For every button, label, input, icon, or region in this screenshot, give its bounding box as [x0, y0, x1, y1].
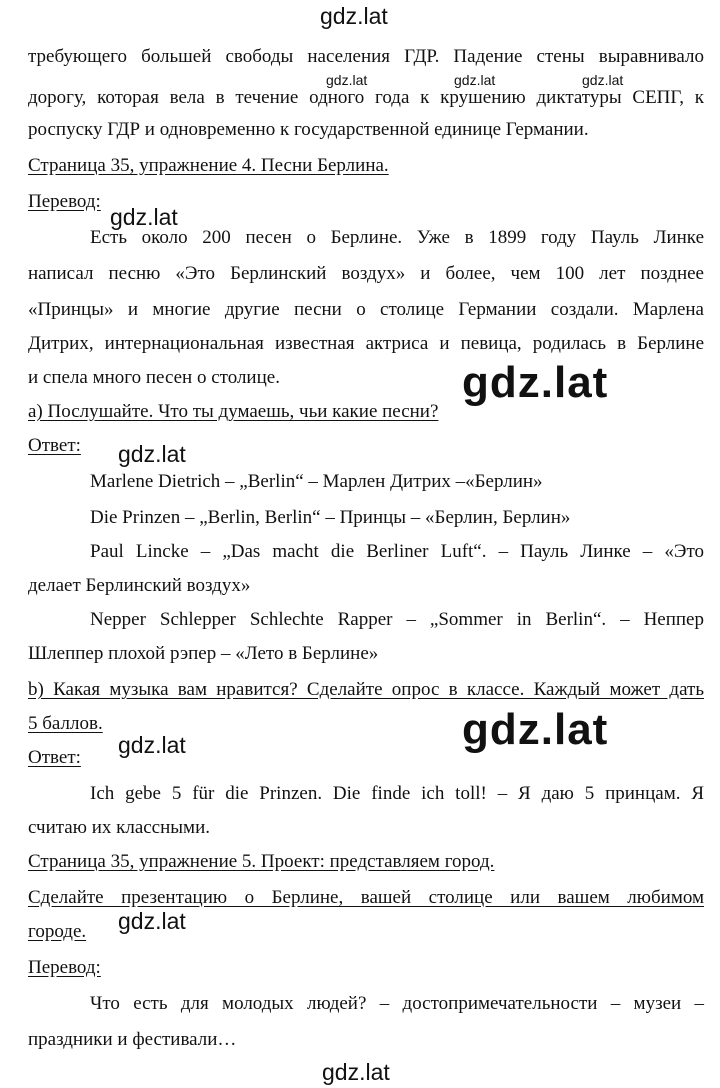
text-line: праздники и фестивали…	[28, 1029, 237, 1050]
text-line: требующего большей свободы населения ГДР. Падение стены выравнивало	[28, 46, 704, 67]
watermark-mid-2: gdz.lat	[118, 441, 186, 467]
text-line: Paul Lincke – „Das macht die Berliner Luft“. – Пауль Линке – «Это	[90, 541, 704, 562]
watermark-small-3: gdz.lat	[582, 72, 624, 88]
text-line: дорогу, которая вела в течение одного года к крушению диктатуры СЕПГ, к	[28, 87, 704, 108]
watermark-mid-4: gdz.lat	[118, 908, 186, 934]
question-b: b) Какая музыка вам нравится? Сделайте опрос в классе. Каждый может дать	[28, 679, 704, 700]
watermark-large-2: gdz.lat	[462, 705, 609, 754]
watermark-small-2: gdz.lat	[454, 72, 496, 88]
text-line: написал песню «Это Берлинский воздух» и более, чем 100 лет позднее	[28, 263, 704, 284]
text-line: роспуску ГДР и одновременно к государственной единице Германии.	[28, 119, 589, 140]
watermark-mid-1: gdz.lat	[110, 204, 178, 230]
text-line: Marlene Dietrich – „Berlin“ – Марлен Дитрих –«Берлин»	[90, 471, 543, 492]
text-line: считаю их классными.	[28, 817, 210, 838]
text-line: делает Берлинский воздух»	[28, 575, 251, 596]
section-heading: Страница 35, упражнение 4. Песни Берлина.	[28, 155, 389, 176]
question-b-cont: 5 баллов.	[28, 713, 103, 734]
translation-label: Перевод:	[28, 191, 101, 212]
text-line: Die Prinzen – „Berlin, Berlin“ – Принцы – «Берлин, Берлин»	[90, 507, 571, 528]
text-line: «Принцы» и многие другие песни о столице Германии создали. Марлена	[28, 299, 704, 320]
text-line: и спела много песен о столице.	[28, 367, 280, 388]
text-line: Есть около 200 песен о Берлине. Уже в 1899 году Пауль Линке	[90, 227, 704, 248]
text-line: Что есть для молодых людей? – достопримечательности – музеи –	[90, 993, 704, 1014]
watermark-mid-3: gdz.lat	[118, 732, 186, 758]
question-a: a) Послушайте. Что ты думаешь, чьи какие песни?	[28, 401, 439, 422]
text-line: Дитрих, интернациональная известная актриса и певица, родилась в Берлине	[28, 333, 704, 354]
text-line: Nepper Schlepper Schlechte Rapper – „Sommer in Berlin“. – Неппер	[90, 609, 704, 630]
watermark-large-1: gdz.lat	[462, 358, 609, 407]
translation-label: Перевод:	[28, 957, 101, 978]
text-line: Ich gebe 5 für die Prinzen. Die finde ich toll! – Я даю 5 принцам. Я	[90, 783, 704, 804]
text-line: Шлеппер плохой рэпер – «Лето в Берлине»	[28, 643, 379, 664]
task-line-cont: городе.	[28, 921, 87, 942]
watermark-small-1: gdz.lat	[326, 72, 368, 88]
watermark-bottom: gdz.lat	[322, 1059, 390, 1085]
section-heading: Страница 35, упражнение 5. Проект: представляем город.	[28, 851, 495, 872]
answer-label: Ответ:	[28, 747, 81, 768]
watermark-top: gdz.lat	[320, 3, 388, 29]
task-line: Сделайте презентацию о Берлине, вашей столице или вашем любимом	[28, 887, 704, 908]
answer-label: Ответ:	[28, 435, 81, 456]
